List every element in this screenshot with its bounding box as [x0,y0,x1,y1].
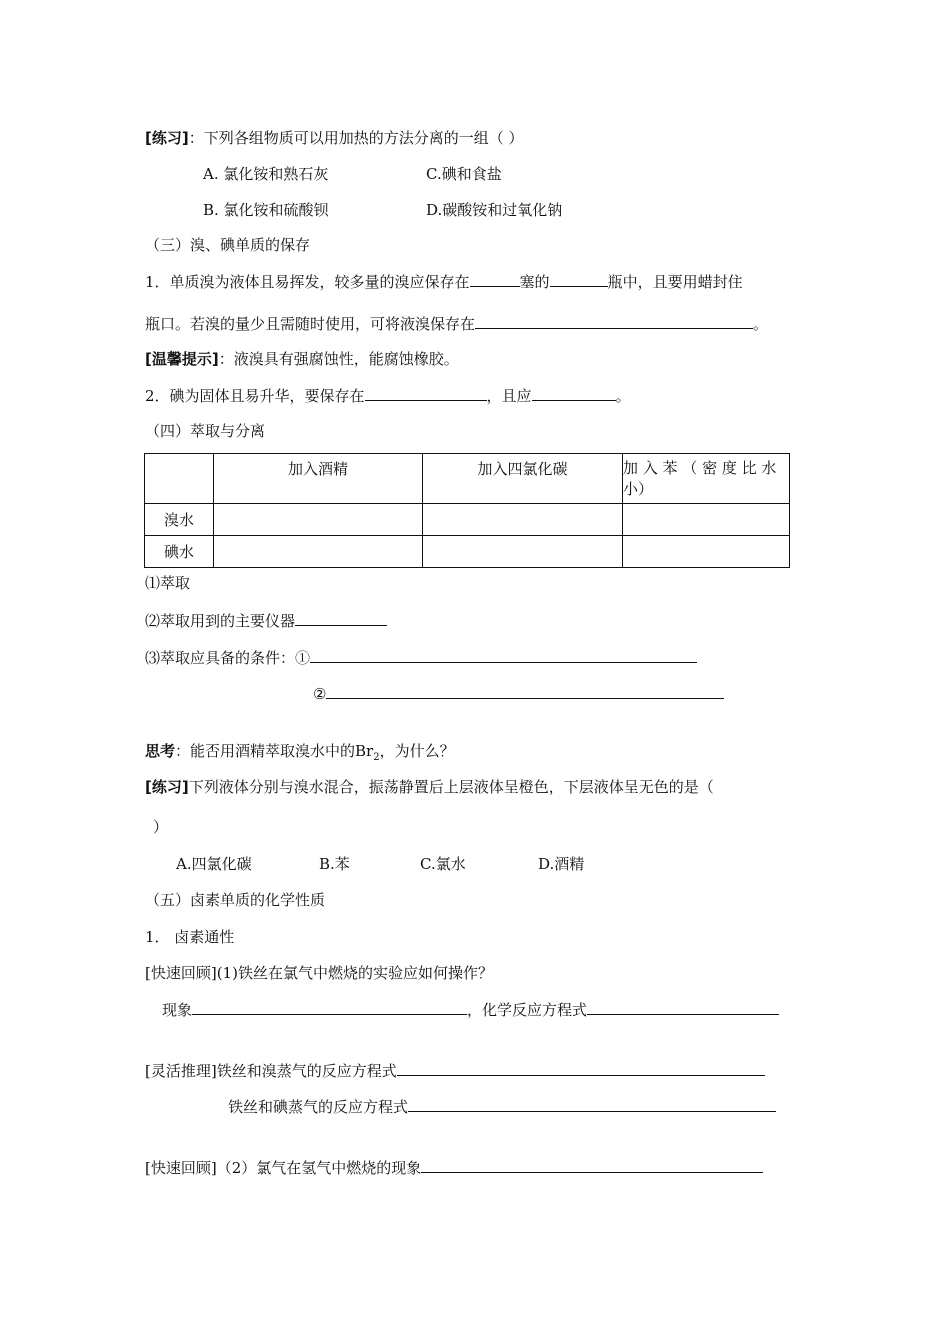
text: 瓶口。若溴的量少且需随时使用，可将液溴保存在 [145,315,476,333]
option-a: A. 氯化铵和熟石灰 [203,165,329,183]
quick-review-2 [145,1157,763,1178]
exercise-2-question [145,777,714,797]
exercise-text: ：下列各组物质可以用加热的方法分离的一组（ ） [188,129,524,147]
blank[interactable] [192,999,467,1015]
exercise-2-close: ） [153,818,169,836]
text: 。 [615,387,631,405]
exercise-tag: [练习] [145,778,189,796]
section-5-heading: （五）卤素单质的化学性质 [145,891,326,909]
option-b: B. 氯化铵和硫酸钡 [203,201,329,219]
extraction-item-2 [145,610,387,631]
blank[interactable] [397,1060,765,1076]
text: ：能否用酒精萃取溴水中的Br [175,742,374,760]
text: ⑵萃取用到的主要仪器 [145,612,296,630]
text: [快速回顾]（2）氯气在氢气中燃烧的现象 [145,1159,422,1177]
text: ，化学反应方程式 [467,1001,588,1019]
row-bromine-water: 溴水 [145,504,214,536]
text: [灵活推理]铁丝和溴蒸气的反应方程式 [145,1062,397,1080]
blank[interactable] [326,683,724,699]
blank[interactable] [550,271,608,287]
tip-tag: [温馨提示] [145,350,219,368]
text: 铁丝和碘蒸气的反应方程式 [228,1098,409,1116]
table-cell[interactable] [423,536,623,568]
storage-line-1 [145,271,743,292]
think-question [145,741,455,768]
header-ccl4: 加入四氯化碳 [423,454,623,504]
quick-review-1: [快速回顾](1)铁丝在氯气中燃烧的实验应如何操作？ [145,964,493,982]
option-d: D.碳酸铵和过氧化钠 [426,201,563,219]
text: 下列液体分别与溴水混合，振荡静置后上层液体呈橙色，下层液体呈无色的是（ [188,778,714,796]
blank[interactable] [470,271,520,287]
tip-text: ：液溴具有强腐蚀性，能腐蚀橡胶。 [218,350,459,368]
row-iodine-water: 碘水 [145,536,214,568]
ex2-option-c: C.氯水 [420,855,466,873]
ex2-option-b: B.苯 [319,855,350,873]
text: 1．单质溴为液体且易挥发，较多量的溴应保存在 [145,273,470,291]
exercise-tag: [练习] [145,129,189,147]
text: 塞的 [519,273,550,291]
option-c: C.碘和食盐 [426,165,502,183]
exercise-1-question [145,128,524,148]
text: 2．碘为固体且易升华，要保存在 [145,387,365,405]
text: ，且应 [486,387,532,405]
extraction-item-1: ⑴萃取 [145,574,191,592]
text: ，为什么？ [379,742,455,760]
tip [145,349,459,369]
storage-line-2 [145,313,768,334]
section-3-heading: （三）溴、碘单质的保存 [145,236,311,254]
blank[interactable] [408,1096,776,1112]
extraction-table [144,453,790,568]
ex2-option-a: A.四氯化碳 [176,855,252,873]
text: ② [313,685,327,703]
blank[interactable] [421,1157,763,1173]
header-benzene: 加 入 苯 （ 密 度 比 水小） [623,454,790,504]
text: 。 [753,315,769,333]
text: 现象 [162,1001,193,1019]
blank[interactable] [365,385,487,401]
blank[interactable] [310,647,697,663]
halogen-general-heading: 1． 卤素通性 [145,928,235,946]
blank[interactable] [475,313,753,329]
blank[interactable] [532,385,616,401]
corner-cell [145,454,214,504]
phenomenon-line [162,999,779,1020]
blank[interactable] [295,610,387,626]
ex2-option-d: D.酒精 [538,855,585,873]
table-cell[interactable] [214,504,423,536]
blank[interactable] [587,999,779,1015]
table-cell[interactable] [214,536,423,568]
extraction-item-3 [145,647,697,668]
extraction-item-3b [313,683,724,704]
text: 瓶中，且要用蜡封住 [607,273,743,291]
text: ⑶萃取应具备的条件：① [145,649,311,667]
section-4-heading: （四）萃取与分离 [145,422,266,440]
table-cell[interactable] [423,504,623,536]
header-alcohol: 加入酒精 [214,454,423,504]
table-cell[interactable] [623,504,790,536]
inference-line-1 [145,1060,765,1081]
iodine-storage [145,385,631,406]
table-cell[interactable] [623,536,790,568]
inference-line-2 [228,1096,776,1117]
subscript: 2 [373,752,380,763]
think-tag: 思考 [145,742,176,760]
